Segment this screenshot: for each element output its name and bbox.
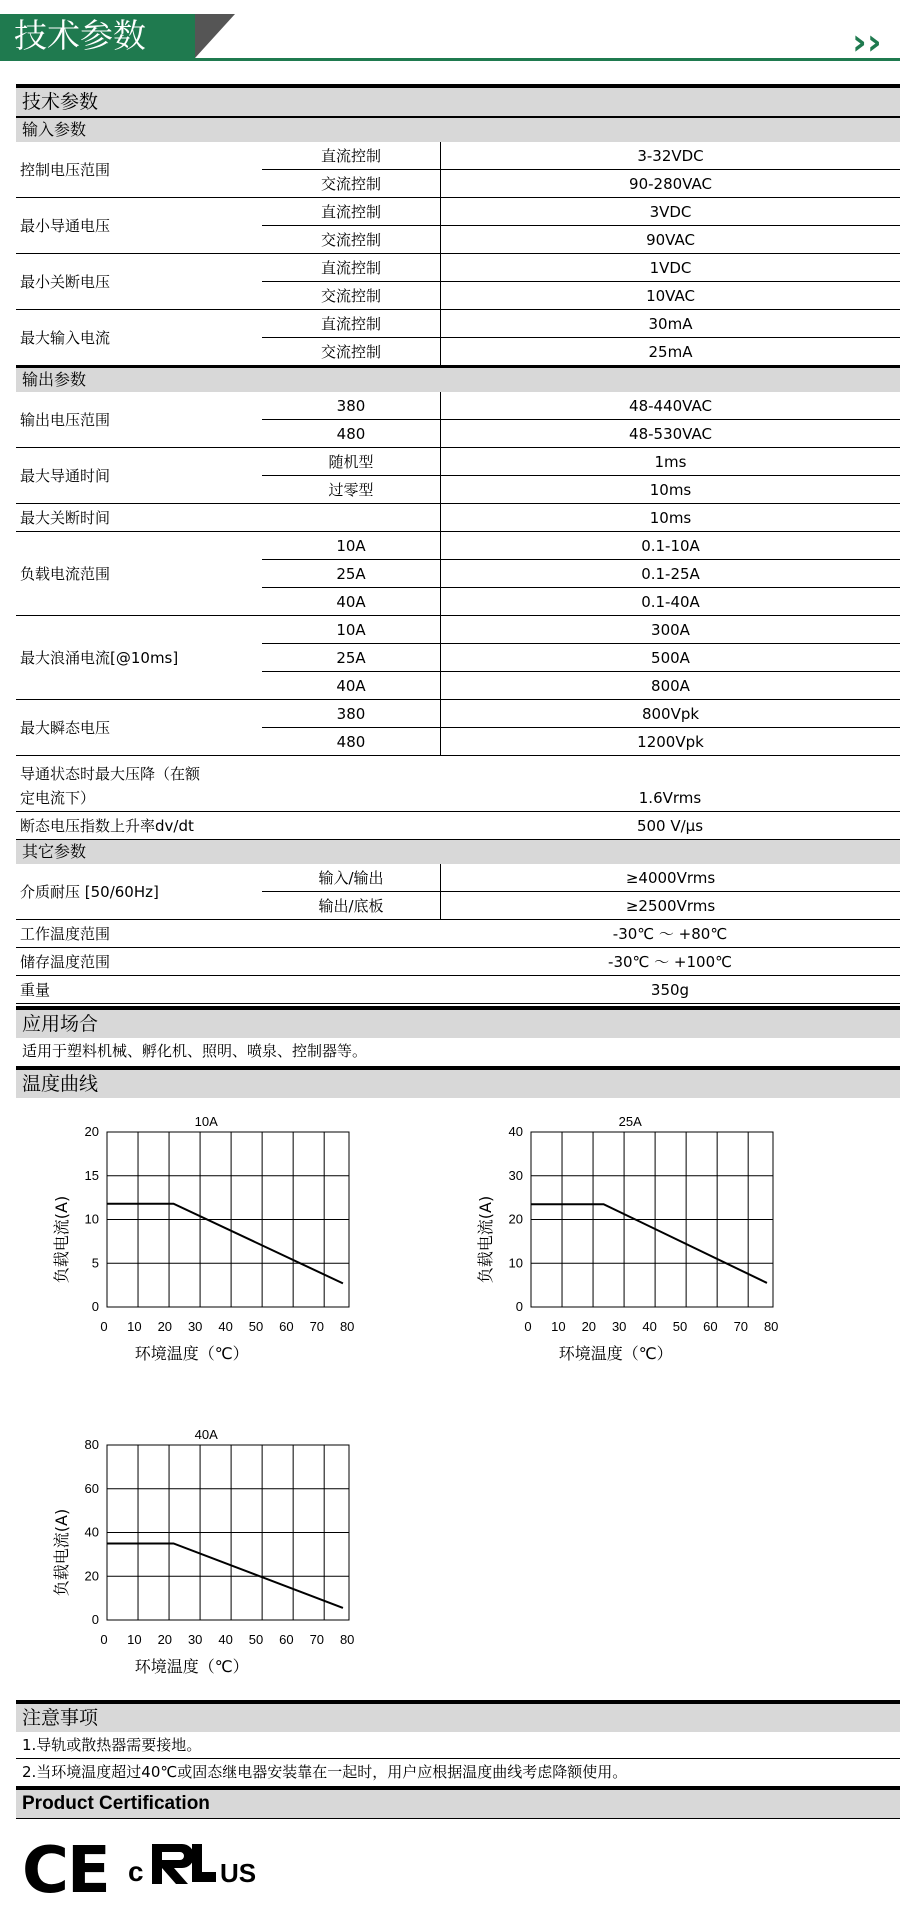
x-tick-label: 20 <box>157 1632 173 1647</box>
x-axis-label: 环境温度（℃） <box>134 1344 249 1363</box>
table-row <box>16 504 900 532</box>
x-tick-label: 70 <box>309 1319 325 1334</box>
table-row <box>16 700 900 728</box>
param-name: 最大浪涌电流[@10ms] <box>16 616 262 700</box>
other-params-table <box>16 864 900 920</box>
application-text: 适用于塑料机械、孵化机、照明、喷泉、控制器等。 <box>22 1042 368 1060</box>
param-condition: 直流控制 <box>262 310 441 338</box>
x-axis-label: 环境温度（℃） <box>134 1657 249 1676</box>
param-value: 3VDC <box>441 198 900 226</box>
x-tick-label: 60 <box>279 1319 294 1334</box>
note-item-1: 1.导轨或散热器需要接地。 <box>16 1732 900 1759</box>
curves-section <box>16 1066 900 1098</box>
y-tick-label: 40 <box>84 1524 99 1540</box>
other-params-title: 其它参数 <box>16 840 900 864</box>
chart-title: 40A <box>194 1427 218 1442</box>
param-value: 500A <box>441 644 900 672</box>
param-value: 48-440VAC <box>441 392 900 420</box>
y-tick-label: 0 <box>515 1299 523 1314</box>
single-params-table <box>16 920 900 1004</box>
derating-curve <box>107 1204 343 1284</box>
param-value: 0.1-10A <box>441 532 900 560</box>
x-tick-label: 40 <box>218 1632 233 1647</box>
param-condition: 10A <box>262 532 441 560</box>
param-condition: 交流控制 <box>262 338 441 366</box>
y-tick-label: 5 <box>91 1255 99 1271</box>
y-tick-label: 15 <box>84 1167 99 1183</box>
x-tick-label: 10 <box>127 1319 142 1334</box>
y-tick-label: 0 <box>91 1299 99 1314</box>
table-row <box>16 448 900 476</box>
x-tick-label: 50 <box>672 1319 688 1334</box>
param-value: -30℃ ～ +80℃ <box>440 920 900 948</box>
table-row <box>16 310 900 338</box>
param-condition: 25A <box>262 644 441 672</box>
y-axis-label: 负载电流(A) <box>476 1195 495 1284</box>
param-condition <box>262 504 441 532</box>
param-value: 90VAC <box>441 226 900 254</box>
param-condition: 随机型 <box>262 448 441 476</box>
table-row <box>16 920 900 948</box>
param-value: ≥2500Vrms <box>441 892 900 920</box>
y-tick-label: 0 <box>91 1612 99 1627</box>
param-name: 最小导通电压 <box>16 198 262 254</box>
param-value: 1ms <box>441 448 900 476</box>
note-item-2: 2.当环境温度超过40℃或固态继电器安装靠在一起时，用户应根据温度曲线考虑降额使用。 <box>22 1763 628 1781</box>
param-name: 控制电压范围 <box>16 142 262 198</box>
param-value: 0.1-40A <box>441 588 900 616</box>
param-name: 输出电压范围 <box>16 392 262 448</box>
y-tick-label: 20 <box>84 1124 99 1139</box>
chart-title: 25A <box>618 1114 642 1129</box>
param-condition: 交流控制 <box>262 226 441 254</box>
table-row <box>16 532 900 560</box>
y-tick-label: 30 <box>508 1167 523 1183</box>
voltage-drop-value: 1.6Vrms <box>440 784 900 812</box>
param-value: 90-280VAC <box>441 170 900 198</box>
chart-title: 10A <box>194 1114 218 1129</box>
x-tick-label: 30 <box>611 1319 627 1334</box>
ul-c-mark: c <box>128 1856 144 1887</box>
x-axis-label: 环境温度（℃） <box>558 1344 673 1363</box>
application-title: 应用场合 <box>16 1006 900 1038</box>
input-params-table <box>16 142 900 366</box>
x-tick-label: 0 <box>524 1319 532 1334</box>
param-value: 350g <box>440 976 900 1004</box>
certification-title: Product Certification <box>16 1786 900 1819</box>
curves-area <box>0 1098 900 1698</box>
x-tick-label: 80 <box>339 1632 355 1647</box>
param-condition: 过零型 <box>262 476 441 504</box>
notes-title: 注意事项 <box>16 1700 900 1732</box>
chevron-right-icon[interactable]: ›› <box>852 22 882 63</box>
param-name: 最小关断电压 <box>16 254 262 310</box>
empty-cell <box>262 976 440 1004</box>
param-value: 10ms <box>441 476 900 504</box>
x-tick-label: 10 <box>127 1632 142 1647</box>
param-condition: 直流控制 <box>262 198 441 226</box>
param-condition: 10A <box>262 616 441 644</box>
param-value: 300A <box>441 616 900 644</box>
param-condition: 25A <box>262 560 441 588</box>
tech-spec-title: 技术参数 <box>16 84 900 116</box>
table-row <box>16 142 900 170</box>
table-row <box>16 392 900 420</box>
x-tick-label: 30 <box>187 1632 203 1647</box>
derating-charts <box>0 1098 900 1698</box>
certification-section <box>16 1786 900 1819</box>
x-tick-label: 0 <box>100 1632 108 1647</box>
ce-mark-logo: CE <box>22 1834 109 1908</box>
table-row <box>16 948 900 976</box>
application-section <box>16 1006 900 1064</box>
param-value: 10VAC <box>441 282 900 310</box>
param-condition: 输出/底板 <box>262 892 441 920</box>
x-tick-label: 20 <box>581 1319 597 1334</box>
table-row <box>16 616 900 644</box>
dvdt-value: 500 V/μs <box>440 812 900 840</box>
param-name: 储存温度范围 <box>16 948 262 976</box>
table-row <box>16 254 900 282</box>
x-tick-label: 20 <box>157 1319 173 1334</box>
x-tick-label: 70 <box>309 1632 325 1647</box>
x-tick-label: 50 <box>248 1632 264 1647</box>
param-condition: 380 <box>262 700 441 728</box>
empty-cell <box>262 948 440 976</box>
param-value: 3-32VDC <box>441 142 900 170</box>
x-tick-label: 50 <box>248 1319 264 1334</box>
banner-rule <box>0 58 900 61</box>
param-name: 工作温度范围 <box>16 920 262 948</box>
param-value: 800A <box>441 672 900 700</box>
empty-cell <box>262 920 440 948</box>
y-tick-label: 20 <box>508 1211 523 1227</box>
derating-curve <box>107 1543 343 1608</box>
notes-section <box>16 1700 900 1785</box>
x-tick-label: 30 <box>187 1319 203 1334</box>
param-condition: 直流控制 <box>262 142 441 170</box>
voltage-drop-label-2: 定电流下） <box>16 784 262 812</box>
param-condition: 480 <box>262 420 441 448</box>
param-name: 负载电流范围 <box>16 532 262 616</box>
x-tick-label: 60 <box>703 1319 718 1334</box>
voltage-drop-table <box>16 756 900 840</box>
output-params-title: 输出参数 <box>16 366 900 392</box>
y-tick-label: 10 <box>508 1255 523 1271</box>
param-value: 800Vpk <box>441 700 900 728</box>
param-value: 1200Vpk <box>441 728 900 756</box>
table-row <box>16 198 900 226</box>
param-condition: 交流控制 <box>262 170 441 198</box>
ul-us-mark: US <box>220 1858 257 1888</box>
x-tick-label: 40 <box>642 1319 657 1334</box>
table-row <box>16 864 900 892</box>
param-value: 1VDC <box>441 254 900 282</box>
x-tick-label: 0 <box>100 1319 108 1334</box>
param-name: 介质耐压 [50/60Hz] <box>16 864 262 920</box>
param-value: 0.1-25A <box>441 560 900 588</box>
param-name: 重量 <box>16 976 262 1004</box>
x-tick-label: 60 <box>279 1632 294 1647</box>
y-tick-label: 80 <box>84 1437 99 1452</box>
x-tick-label: 10 <box>551 1319 566 1334</box>
voltage-drop-label-1: 导通状态时最大压降（在额 <box>20 765 201 783</box>
param-condition: 直流控制 <box>262 254 441 282</box>
param-value: 25mA <box>441 338 900 366</box>
dvdt-label: 断态电压指数上升率dv/dt <box>16 812 262 840</box>
param-condition: 40A <box>262 672 441 700</box>
param-value: 10ms <box>441 504 900 532</box>
param-condition: 40A <box>262 588 441 616</box>
x-tick-label: 40 <box>218 1319 233 1334</box>
x-tick-label: 70 <box>733 1319 749 1334</box>
page-banner <box>0 0 900 62</box>
y-tick-label: 60 <box>84 1480 99 1496</box>
output-params-table <box>16 392 900 756</box>
param-condition: 交流控制 <box>262 282 441 310</box>
y-axis-label: 负载电流(A) <box>52 1508 71 1597</box>
banner-title: 技术参数 <box>0 14 195 58</box>
ul-logo <box>148 1836 222 1888</box>
param-condition: 480 <box>262 728 441 756</box>
param-name: 最大关断时间 <box>16 504 262 532</box>
table-row <box>16 976 900 1004</box>
tech-spec-section <box>16 84 900 1004</box>
x-tick-label: 80 <box>763 1319 779 1334</box>
curves-title: 温度曲线 <box>16 1066 900 1098</box>
param-name: 最大输入电流 <box>16 310 262 366</box>
param-condition: 380 <box>262 392 441 420</box>
param-value: ≥4000Vrms <box>441 864 900 892</box>
input-params-title: 输入参数 <box>16 116 900 142</box>
x-tick-label: 80 <box>339 1319 355 1334</box>
param-name: 最大瞬态电压 <box>16 700 262 756</box>
y-tick-label: 40 <box>508 1124 523 1139</box>
derating-curve <box>531 1204 767 1283</box>
y-tick-label: 20 <box>84 1568 99 1584</box>
param-value: -30℃ ～ +100℃ <box>440 948 900 976</box>
param-value: 30mA <box>441 310 900 338</box>
param-value: 48-530VAC <box>441 420 900 448</box>
param-condition: 输入/输出 <box>262 864 441 892</box>
y-tick-label: 10 <box>84 1211 99 1227</box>
param-name: 最大导通时间 <box>16 448 262 504</box>
banner-wedge <box>195 14 235 58</box>
y-axis-label: 负载电流(A) <box>52 1195 71 1284</box>
